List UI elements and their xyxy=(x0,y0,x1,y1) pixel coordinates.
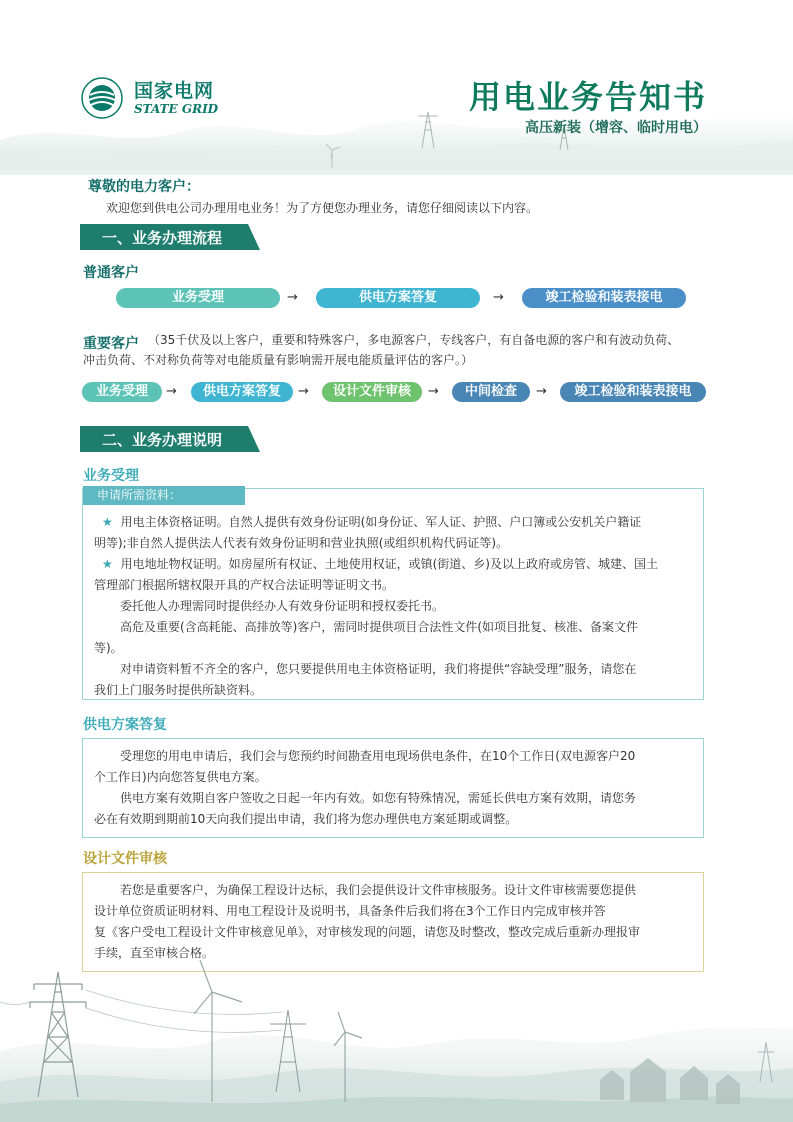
accept-item-4-line1: 高危及重要(含高耗能、高排放等)客户，需同时提供项目合法性文件(如项目批复、核准、备案文件 xyxy=(120,620,639,634)
plan-para-1-line2: 个工作日)内向您答复供电方案。 xyxy=(94,770,267,784)
section-title-text: 二、业务办理说明 xyxy=(102,431,223,449)
flow-arrow: → xyxy=(536,384,547,399)
state-grid-logo xyxy=(80,76,218,120)
footer-landscape xyxy=(0,932,793,1122)
accept-item-2 xyxy=(94,554,690,596)
accept-item-1-line1: 用电主体资格证明。自然人提供有效身份证明(如身份证、军人证、护照、户口簿或公安机关户籍证 xyxy=(120,515,642,529)
important-customer-note-line1: （35千伏及以上客户，重要和特殊客户，多电源客户，专线客户，有自备电源的客户和有波动负荷、 xyxy=(148,333,680,347)
normal-step-completion: 竣工检验和装表接电 xyxy=(522,288,686,308)
required-materials-tag: 申请所需资料： xyxy=(83,486,245,505)
design-para-line4: 手续，直至审核合格。 xyxy=(94,946,215,960)
important-step-completion: 竣工检验和装表接电 xyxy=(560,382,706,402)
plan-para-1 xyxy=(94,746,690,788)
section-title-text: 一、业务办理流程 xyxy=(102,229,223,247)
plan-para-2 xyxy=(94,788,690,830)
important-customer-title: 重要客户 xyxy=(83,336,139,352)
design-para-line2: 设计单位资质证明材料、用电工程设计及说明书，具备条件后我们将在3个工作日内完成审核并答 xyxy=(94,904,606,918)
flow-arrow: → xyxy=(298,384,309,399)
flow-arrow: → xyxy=(287,290,298,305)
plan-para-1-line1: 受理您的用电申请后，我们会与您预约时间勘查用电现场供电条件，在10个工作日(双电源客户20 xyxy=(120,749,636,763)
greeting: 尊敬的电力客户： xyxy=(88,179,200,195)
accept-item-3: 委托他人办理需同时提供经办人有效身份证明和授权委托书。 xyxy=(120,599,445,613)
star-icon: ★ xyxy=(102,515,113,529)
accept-item-4-line2: 等)。 xyxy=(94,641,123,655)
state-grid-globe-icon xyxy=(80,76,124,120)
normal-step-accept: 业务受理 xyxy=(116,288,280,308)
normal-customer-title: 普通客户 xyxy=(83,265,139,281)
accept-item-1 xyxy=(94,512,690,554)
accept-item-5 xyxy=(94,659,690,701)
important-step-plan: 供电方案答复 xyxy=(191,382,293,402)
important-step-accept: 业务受理 xyxy=(82,382,162,402)
flow-arrow: → xyxy=(493,290,504,305)
section-title-process xyxy=(80,224,260,250)
accept-item-5-line2: 我们上门服务时提供所缺资料。 xyxy=(94,683,263,697)
plan-para-2-line1: 供电方案有效期自客户签收之日起一年内有效。如您有特殊情况，需延长供电方案有效期，请您务 xyxy=(120,791,637,805)
accept-item-1-line2: 明等);非自然人提供法人代表有效身份证明和营业执照(或组织机构代码证等)。 xyxy=(94,536,509,550)
important-step-design-review: 设计文件审核 xyxy=(322,382,422,402)
section-title-explanation xyxy=(80,426,260,452)
accept-item-4 xyxy=(94,617,690,659)
subsection-design-title: 设计文件审核 xyxy=(83,851,167,867)
page-title: 用电业务告知书 xyxy=(468,78,707,116)
design-para-line3: 复《客户受电工程设计文件审核意见单》，对审核发现的问题，请您及时整改，整改完成后重新办理报审 xyxy=(94,925,641,939)
logo-en-text: STATE GRID xyxy=(134,102,219,116)
flow-arrow: → xyxy=(166,384,177,399)
design-para-line1: 若您是重要客户，为确保工程设计达标，我们会提供设计文件审核服务。设计文件审核需要您提供 xyxy=(120,883,637,897)
accept-item-2-line1: 用电地址物权证明。如房屋所有权证、土地使用权证，或镇(街道、乡)及以上政府或房管、城建、国土 xyxy=(120,557,658,571)
intro-text: 欢迎您到供电公司办理用电业务！为了方便您办理业务，请您仔细阅读以下内容。 xyxy=(106,201,539,215)
flow-arrow: → xyxy=(428,384,439,399)
logo-cn-text: 国家电网 xyxy=(134,80,215,102)
page-subtitle: 高压新装（增容、临时用电） xyxy=(525,120,707,136)
important-step-midcheck: 中间检查 xyxy=(452,382,530,402)
subsection-accept-title: 业务受理 xyxy=(83,468,139,484)
plan-para-2-line2: 必在有效期到期前10天向我们提出申请，我们将为您办理供电方案延期或调整。 xyxy=(94,812,518,826)
star-icon: ★ xyxy=(102,557,113,571)
accept-item-2-line2: 管理部门根据所辖权限开具的产权合法证明等证明文书。 xyxy=(94,578,395,592)
important-customer-note-line2: 冲击负荷、不对称负荷等对电能质量有影响需开展电能质量评估的客户。） xyxy=(83,353,474,367)
subsection-plan-title: 供电方案答复 xyxy=(83,717,167,733)
accept-item-5-line1: 对申请资料暂不齐全的客户，您只要提供用电主体资格证明，我们将提供“容缺受理”服务，请您在 xyxy=(120,662,637,676)
normal-step-plan: 供电方案答复 xyxy=(316,288,480,308)
